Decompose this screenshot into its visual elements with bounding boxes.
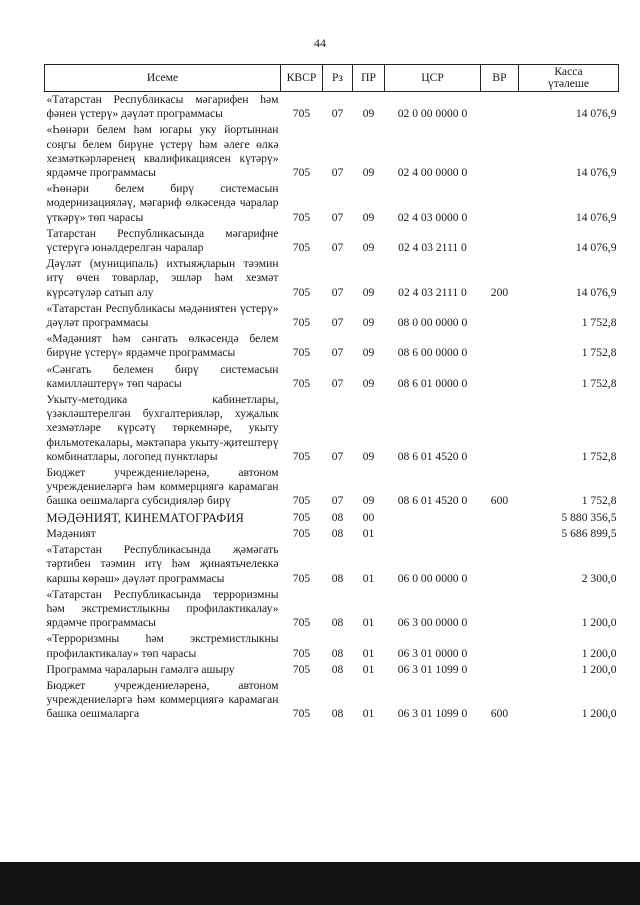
cell-csr: 08 6 01 4520 0 [397, 494, 468, 508]
cell-name: «Татарстан Республикасы мәдәниятен үстерү» дәүләт программасы [46, 301, 279, 330]
cell-amount: 1 200,0 [581, 646, 617, 660]
cell-kvsr: 705 [292, 662, 311, 676]
cell-amount: 2 300,0 [581, 571, 617, 585]
cell-amount: 5 880 356,5 [561, 510, 617, 524]
table-row [45, 301, 619, 331]
table-row [45, 526, 619, 542]
budget-table [44, 64, 619, 723]
table-row [45, 226, 619, 256]
cell-amount: 1 752,8 [581, 376, 617, 390]
header-kvsr: КВСР [281, 65, 323, 92]
cell-rz: 08 [331, 510, 344, 524]
header-pr: ПР [353, 65, 385, 92]
cell-rz: 08 [331, 646, 344, 660]
cell-csr [385, 510, 481, 526]
cell-name: МӘДӘНИЯТ, КИНЕМАТОГРАФИЯ [46, 510, 244, 525]
cell-vr [481, 542, 519, 587]
cell-pr: 01 [362, 616, 375, 630]
cell-pr: 01 [362, 707, 375, 721]
cell-pr: 09 [362, 166, 375, 180]
cell-pr: 09 [362, 376, 375, 390]
table-row [45, 678, 619, 723]
cell-pr: 01 [362, 526, 375, 540]
header-amount-line1: Касса [554, 65, 583, 78]
cell-pr: 01 [362, 662, 375, 676]
cell-csr: 06 3 00 0000 0 [397, 616, 468, 630]
table-row [45, 542, 619, 587]
cell-csr: 02 4 03 2111 0 [398, 241, 467, 255]
section-row [45, 510, 619, 526]
cell-pr: 09 [362, 494, 375, 508]
cell-vr: 600 [490, 494, 509, 508]
cell-pr: 01 [362, 646, 375, 660]
table-row [45, 122, 619, 181]
cell-name: «Татарстан Республикасы мәгарифен һәм фәнен үстерү» дәүләт программасы [46, 93, 279, 121]
cell-vr [481, 510, 519, 526]
cell-rz: 08 [331, 707, 344, 721]
cell-kvsr: 705 [292, 510, 311, 524]
cell-rz: 08 [331, 526, 344, 540]
cell-amount: 5 686 899,5 [561, 526, 617, 540]
cell-pr: 09 [362, 449, 375, 463]
cell-amount: 1 200,0 [581, 616, 617, 630]
cell-amount: 1 752,8 [581, 316, 617, 330]
cell-vr [481, 181, 519, 226]
cell-amount: 14 076,9 [575, 210, 617, 224]
cell-name: Бюджет учреждениеләренә, автоном учреждениеләргә һәм коммерциягә карамаган башка оешмаларга субсидияләр бирү [46, 466, 279, 508]
cell-csr: 02 4 03 2111 0 [398, 285, 467, 299]
cell-kvsr: 705 [292, 707, 311, 721]
scan-edge-bar [0, 862, 640, 905]
cell-name: Укыту-методика кабинетлары, үзәкләштерелгән бухгалтерияләр, хуҗалык хезмәтләре күрсәтү төркемнәре, укыту фильмотекалары, мәктәпара укыту-җитештерү комбинатлары, логопед пунктлары [46, 393, 279, 463]
cell-vr [481, 392, 519, 465]
table-row [45, 465, 619, 510]
cell-rz: 07 [331, 210, 344, 224]
cell-vr [481, 226, 519, 256]
table-row [45, 92, 619, 123]
cell-kvsr: 705 [292, 316, 311, 330]
cell-pr: 00 [362, 510, 375, 524]
cell-vr: 200 [490, 285, 509, 299]
cell-pr: 09 [362, 346, 375, 360]
table-header [45, 65, 619, 92]
cell-pr: 01 [362, 571, 375, 585]
cell-amount: 1 752,8 [581, 494, 617, 508]
table-row [45, 181, 619, 226]
cell-kvsr: 705 [292, 346, 311, 360]
header-vr: ВР [481, 65, 519, 92]
cell-rz: 07 [331, 285, 344, 299]
cell-csr: 02 4 00 0000 0 [397, 166, 468, 180]
cell-kvsr: 705 [292, 285, 311, 299]
cell-name: Мәдәният [46, 526, 96, 540]
cell-amount: 14 076,9 [575, 166, 617, 180]
cell-name: «Мәдәният һәм сәнгать өлкәсендә белем бирүне үстерү» ярдәмче программасы [46, 332, 279, 360]
cell-rz: 07 [331, 494, 344, 508]
header-name: Исеме [45, 65, 281, 92]
cell-kvsr: 705 [292, 107, 311, 121]
table-row [45, 631, 619, 661]
cell-csr: 02 0 00 0000 0 [397, 107, 468, 121]
cell-name: «Һөнәри белем һәм югары уку йортыннан соңгы белем бирүне үстерү һәм әлеге өлкә хезмәткәрләренең квалификациясен күтәрү» ярдәмче программасы [46, 123, 279, 180]
cell-amount: 1 200,0 [581, 662, 617, 676]
header-csr: ЦСР [385, 65, 481, 92]
cell-csr: 08 6 01 0000 0 [397, 376, 468, 390]
cell-rz: 08 [331, 571, 344, 585]
cell-vr [481, 631, 519, 661]
page-number: 44 [314, 36, 326, 50]
cell-csr [385, 526, 481, 542]
cell-pr: 09 [362, 316, 375, 330]
cell-kvsr: 705 [292, 166, 311, 180]
cell-vr [481, 92, 519, 123]
cell-amount: 14 076,9 [575, 285, 617, 299]
cell-vr [481, 587, 519, 632]
cell-name: Программа чараларын гамәлгә ашыру [46, 662, 235, 676]
cell-kvsr: 705 [292, 376, 311, 390]
cell-name: «Татарстан Республикасында терроризмны һәм экстремистлыкны профилактикалау» ярдәмче программасы [46, 587, 279, 630]
cell-rz: 07 [331, 376, 344, 390]
cell-name: Татарстан Республикасында мәгарифне үстерүгә юнәлдерелгән чаралар [46, 226, 279, 255]
cell-kvsr: 705 [292, 210, 311, 224]
cell-kvsr: 705 [292, 526, 311, 540]
cell-pr: 09 [362, 210, 375, 224]
cell-name: «Һөнәри белем бирү системасын модернизацияләү, мәгариф өлкәсендә чаралар үткәрү» төп чарасы [46, 182, 279, 224]
cell-csr: 06 0 00 0000 0 [397, 571, 468, 585]
header-amount-line2: үтәлеше [547, 77, 589, 90]
cell-rz: 07 [331, 107, 344, 121]
table-body [45, 92, 619, 723]
cell-vr [481, 331, 519, 361]
cell-vr [481, 362, 519, 392]
header-amount [519, 65, 619, 92]
cell-vr [481, 122, 519, 181]
cell-csr: 08 0 00 0000 0 [397, 316, 468, 330]
cell-kvsr: 705 [292, 646, 311, 660]
cell-name: Бюджет учреждениеләренә, автоном учреждениеләргә һәм коммерциягә карамаган башка оешмаларга [46, 678, 279, 721]
cell-kvsr: 705 [292, 494, 311, 508]
cell-amount: 1 752,8 [581, 449, 617, 463]
cell-csr: 06 3 01 1099 0 [397, 662, 468, 676]
cell-pr: 09 [362, 241, 375, 255]
cell-name: «Терроризмны һәм экстремистлыкны профилактикалау» төп чарасы [46, 632, 279, 660]
cell-csr: 02 4 03 0000 0 [397, 210, 468, 224]
cell-kvsr: 705 [292, 449, 311, 463]
cell-rz: 08 [331, 662, 344, 676]
cell-rz: 07 [331, 346, 344, 360]
table-row [45, 331, 619, 361]
cell-vr [481, 526, 519, 542]
cell-rz: 07 [331, 241, 344, 255]
cell-rz: 07 [331, 166, 344, 180]
cell-name: «Сәнгать белемен бирү системасын камилләштерү» төп чарасы [46, 362, 279, 390]
cell-csr: 08 6 00 0000 0 [397, 346, 468, 360]
cell-csr: 08 6 01 4520 0 [397, 449, 468, 463]
cell-rz: 07 [331, 316, 344, 330]
cell-name: Дәүләт (муниципаль) ихтыяҗларын тәэмин итү өчен товарлар, эшләр һәм хезмәт күрсәтүләр сатып алу [46, 257, 279, 299]
table-row [45, 587, 619, 632]
cell-amount: 14 076,9 [575, 107, 617, 121]
cell-csr: 06 3 01 0000 0 [397, 646, 468, 660]
cell-kvsr: 705 [292, 571, 311, 585]
cell-kvsr: 705 [292, 241, 311, 255]
cell-pr: 09 [362, 285, 375, 299]
cell-amount: 14 076,9 [575, 241, 617, 255]
header-rz: Рз [323, 65, 353, 92]
cell-csr: 06 3 01 1099 0 [397, 707, 468, 721]
cell-vr [481, 301, 519, 331]
cell-rz: 07 [331, 449, 344, 463]
table-row [45, 662, 619, 678]
cell-kvsr: 705 [292, 616, 311, 630]
cell-amount: 1 752,8 [581, 346, 617, 360]
cell-vr: 600 [490, 707, 509, 721]
cell-name: «Татарстан Республикасында җәмәгать тәртибен тәэмин итү һәм җинаятьчелеккә каршы көрәш» дәүләт программасы [46, 543, 279, 585]
table-row [45, 362, 619, 392]
cell-amount: 1 200,0 [581, 707, 617, 721]
table-row [45, 256, 619, 301]
table-row [45, 392, 619, 465]
cell-pr: 09 [362, 107, 375, 121]
cell-vr [481, 662, 519, 678]
cell-rz: 08 [331, 616, 344, 630]
